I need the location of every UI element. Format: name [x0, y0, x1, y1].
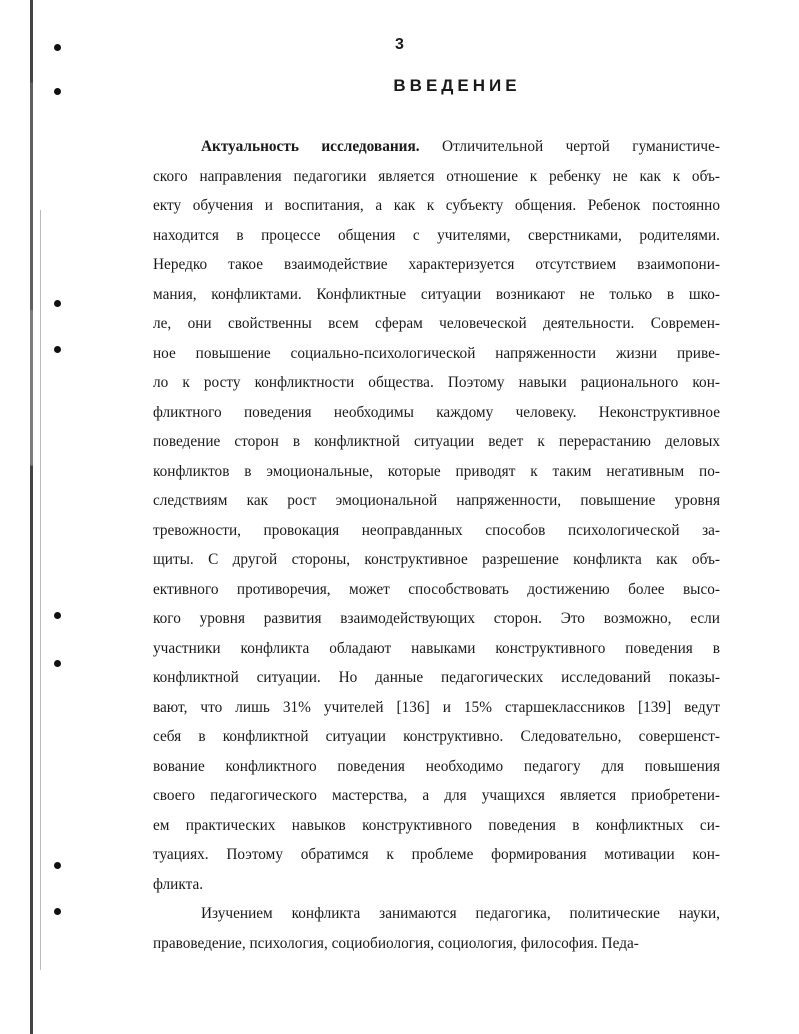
text-line: ем практических навыков конструктивного поведения в конфликтных си-: [153, 816, 720, 834]
text-line: поведение сторон в конфликтной ситуации ведет к перерастанию деловых: [153, 433, 720, 450]
text-line: екту обучения и воспитания, а как к субъекту общения. Ребенок постоянно: [153, 197, 720, 214]
text-line: конфликтов в эмоциональные, которые приводят к таким негативным по-: [153, 462, 720, 480]
first-line-text: Отличительной чертой гуманистиче-: [419, 138, 720, 155]
text-line: туациях. Поэтому обратимся к проблеме формирования мотивации кон-: [153, 846, 720, 863]
text-line: конфликтной ситуации. Но данные педагогических исследований показы-: [153, 669, 720, 686]
lead-phrase: Актуальность исследования.: [201, 138, 420, 155]
text-line: Нередко такое взаимодействие характеризуется отсутствием взаимопони-: [153, 256, 720, 273]
text-line: ное повышение социально-психологической напряженности жизни приве-: [153, 344, 720, 362]
binding-hole: [54, 862, 61, 869]
text-line: вают, что лишь 31% учителей [136] и 15% старшеклассников [139] ведут: [153, 698, 720, 716]
paragraph-1: [153, 132, 720, 899]
text-line: ективного противоречия, может способствовать достижению более высо-: [153, 580, 720, 598]
text-line: вование конфликтного поведения необходимо педагогу для повышения: [153, 757, 720, 775]
text-line: себя в конфликтной ситуации конструктивно. Следовательно, совершенст-: [153, 728, 720, 745]
text-line: Изучением конфликта занимаются педагогика, политические науки,: [201, 905, 720, 922]
text-line: кого уровня развития взаимодействующих сторон. Это возможно, если: [153, 610, 720, 627]
text-line: ского направления педагогики является отношение к ребенку не как к объ-: [153, 167, 720, 185]
scan-binding-shadow: [40, 210, 41, 970]
text-line: щиты. С другой стороны, конструктивное разрешение конфликта как объ-: [153, 551, 720, 568]
scan-binding-edge: [30, 0, 33, 1034]
body-text: [153, 132, 720, 958]
text-line: участники конфликта обладают навыками конструктивного поведения в: [153, 639, 720, 657]
text-line: фликта.: [153, 875, 204, 893]
text-line: своего педагогического мастерства, а для учащихся является приобретени-: [153, 787, 720, 804]
page-title: ВВЕДЕНИЕ: [393, 76, 521, 95]
text-line: тревожности, провокация неоправданных способов психологической за-: [153, 521, 720, 539]
binding-hole: [54, 908, 61, 915]
text-line: мания, конфликтами. Конфликтные ситуации возникают не только в шко-: [153, 285, 720, 303]
text-line: ло к росту конфликтности общества. Поэтому навыки рационального кон-: [153, 374, 720, 391]
text-line: фликтного поведения необходимы каждому человеку. Неконструктивное: [153, 403, 720, 421]
binding-hole: [54, 612, 61, 619]
page-number: 3: [395, 36, 404, 53]
paragraph-2: [153, 899, 720, 958]
binding-hole: [54, 346, 61, 353]
text-line: ле, они свойственны всем сферам человеческой деятельности. Современ-: [153, 315, 720, 332]
text-line: следствиям как рост эмоциональной напряженности, повышение уровня: [153, 492, 720, 509]
binding-hole: [54, 300, 61, 307]
text-line: правоведение, психология, социобиология, социология, философия. Педа-: [153, 934, 639, 952]
binding-hole: [54, 660, 61, 667]
paragraph-first-line: [153, 132, 720, 162]
text-line: находится в процессе общения с учителями, сверстниками, родителями.: [153, 226, 720, 244]
